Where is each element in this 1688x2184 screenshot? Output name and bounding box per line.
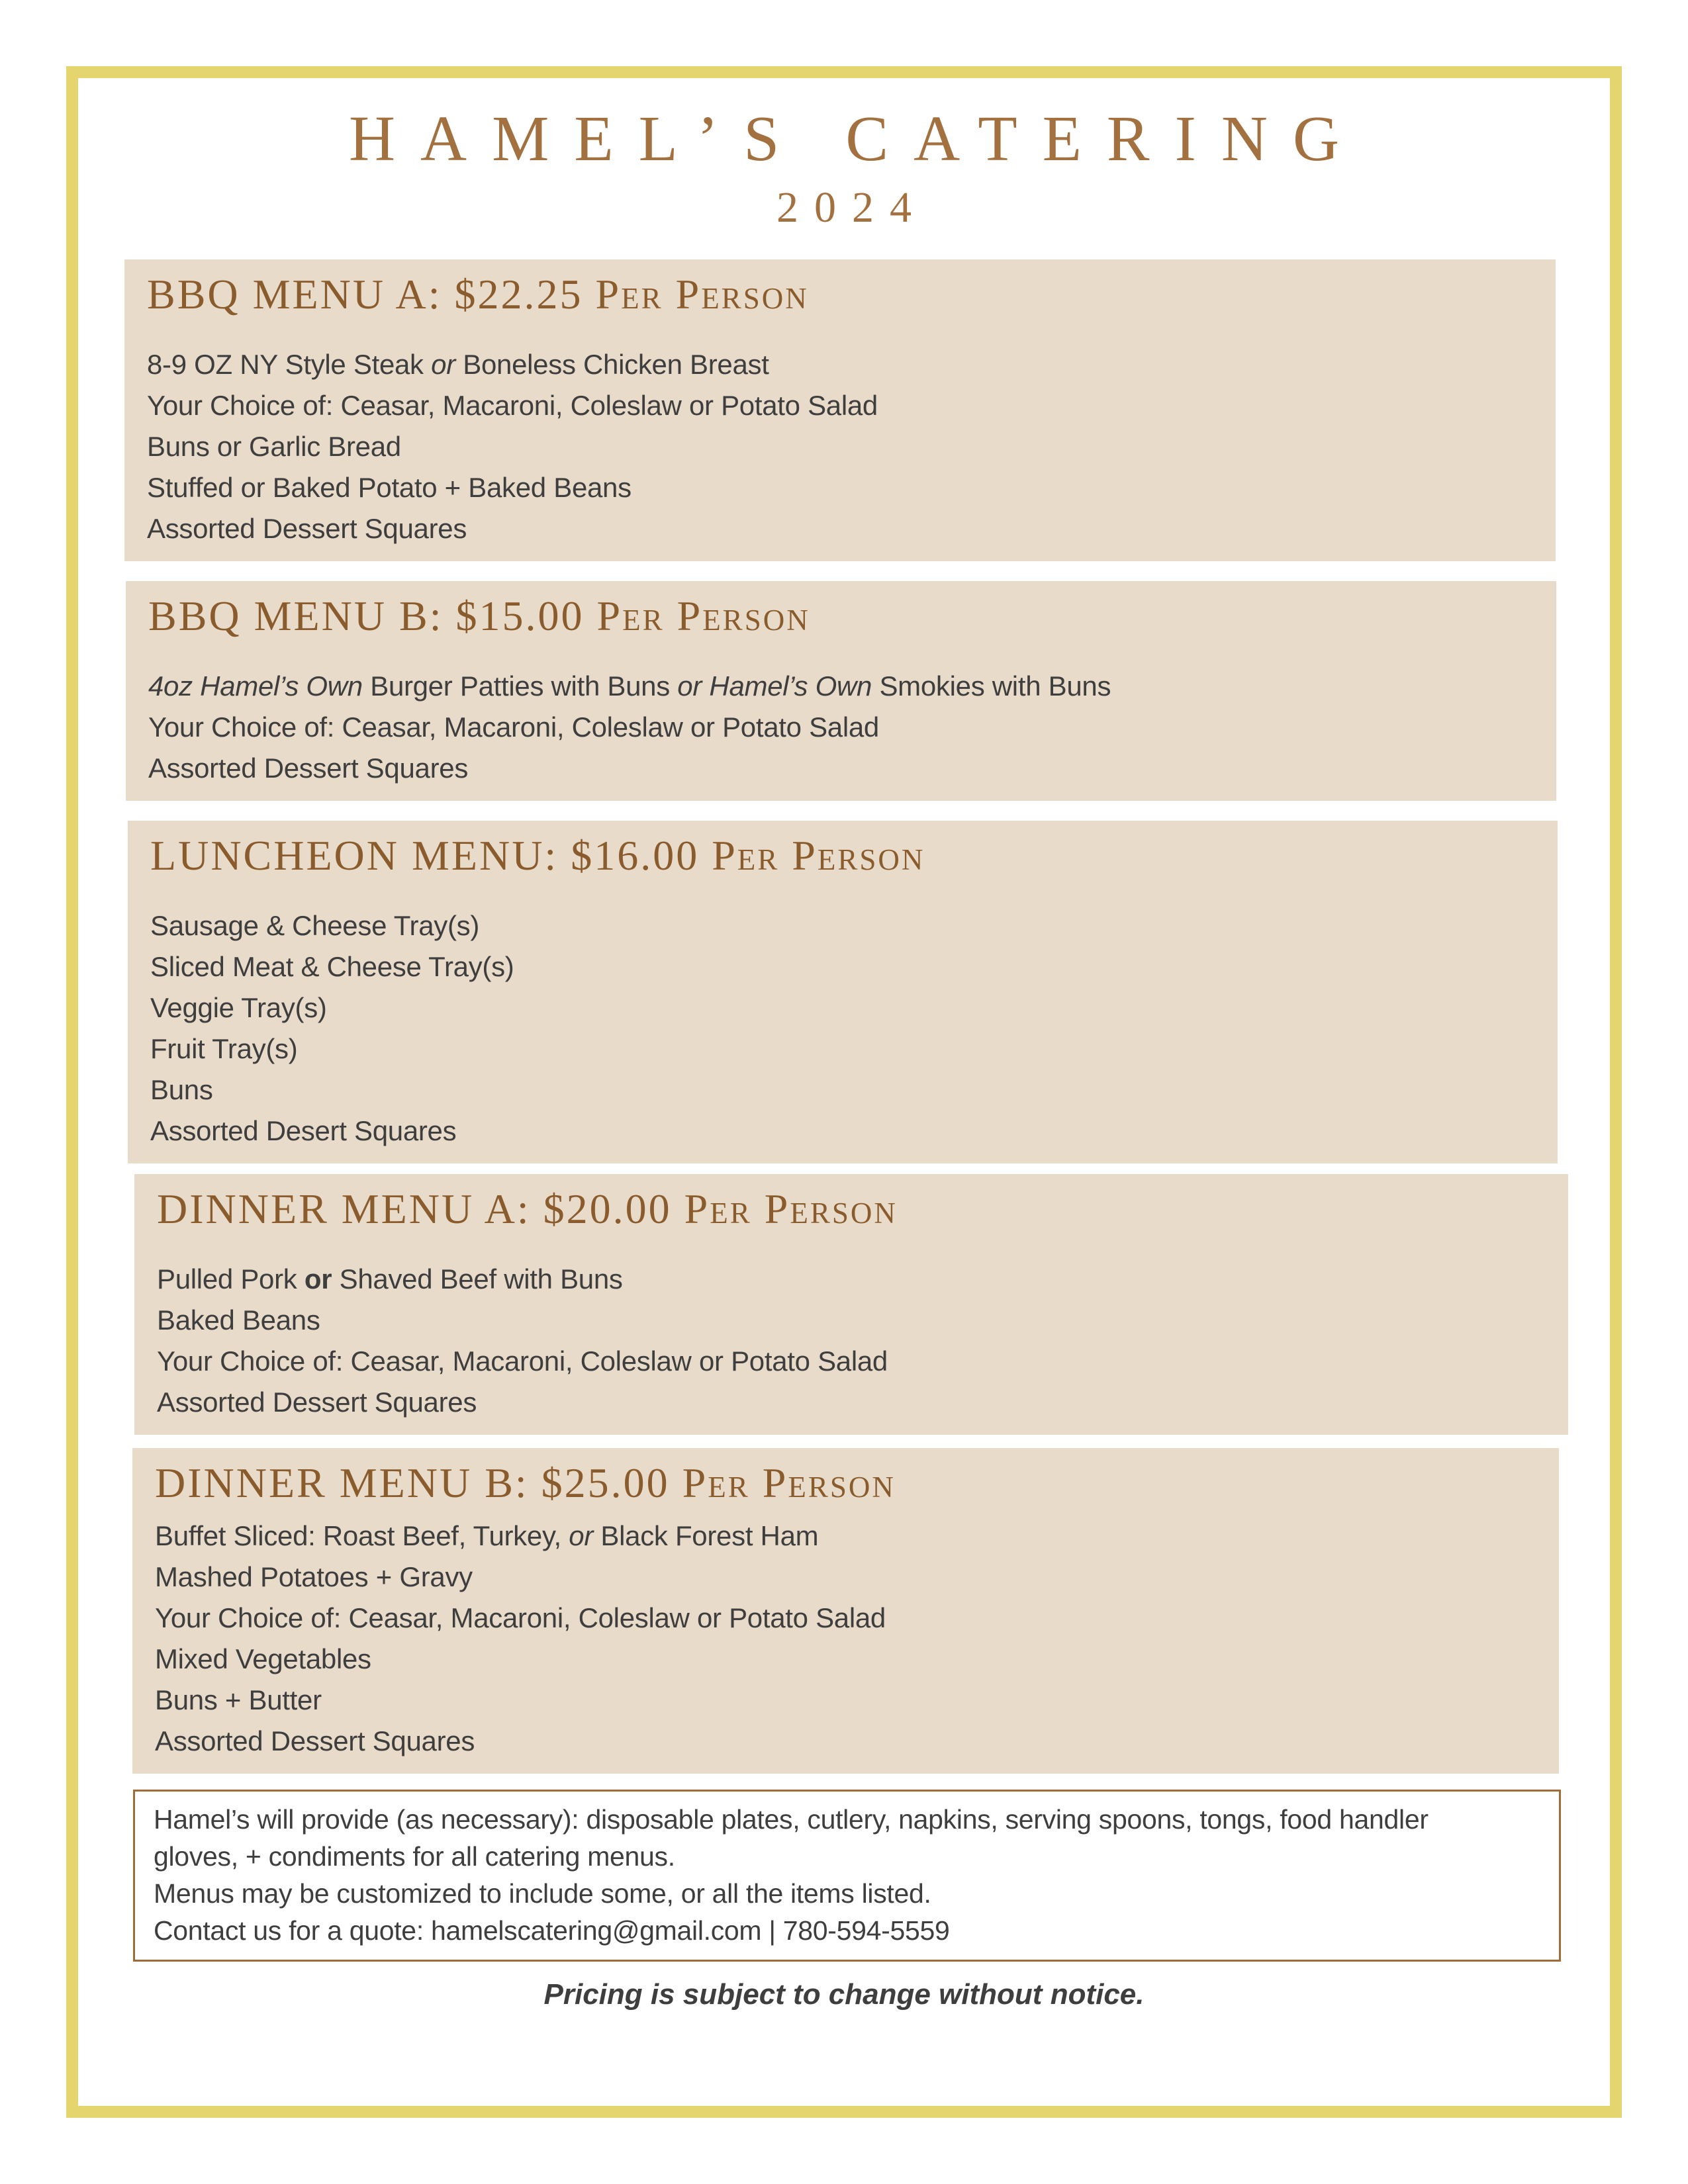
section-heading: DINNER MENU B: $25.00 Per Person [155,1459,896,1506]
menu-item: Buffet Sliced: Roast Beef, Turkey, or Black Forest Ham [155,1520,819,1551]
menu-item: Buns [150,1074,213,1105]
menu-item: Sausage & Cheese Tray(s) [150,910,480,941]
menu-item: Assorted Desert Squares [150,1115,457,1146]
menu-item: Assorted Dessert Squares [148,752,469,784]
menu-section-bbq-menu-a [124,259,1556,561]
page-year: 2024 [776,183,927,232]
menu-sections [0,259,1688,1774]
menu-item: Veggie Tray(s) [150,992,327,1023]
menu-section-luncheon-menu [128,821,1558,1163]
menu-item: Stuffed or Baked Potato + Baked Beans [147,472,632,503]
section-heading: BBQ MENU A: $22.25 Per Person [147,271,809,318]
info-line: Menus may be customized to include some, or all the items listed. [154,1878,931,1909]
menu-item: Your Choice of: Ceasar, Macaroni, Coleslaw or Potato Salad [148,711,879,743]
menu-item: Mixed Vegetables [155,1643,371,1674]
info-box [133,1790,1561,1962]
menu-item: 8-9 OZ NY Style Steak or Boneless Chicken Breast [147,349,769,380]
info-line: gloves, + condiments for all catering menus. [154,1841,675,1872]
menu-item: Assorted Dessert Squares [147,513,467,544]
menu-item-list [147,344,1537,549]
menu-item-list [157,1259,1550,1423]
menu-item: Pulled Pork or Shaved Beef with Buns [157,1263,623,1295]
menu-item: Your Choice of: Ceasar, Macaroni, Coleslaw or Potato Salad [155,1602,886,1633]
menu-item: Assorted Dessert Squares [155,1725,475,1756]
info-line: Hamel’s will provide (as necessary): disposable plates, cutlery, napkins, serving spoons, tongs, food handler [154,1804,1429,1835]
menu-item: Buns or Garlic Bread [147,431,401,462]
menu-section-dinner-menu-a [134,1174,1568,1435]
page-title: HAMEL’S CATERING [348,103,1365,174]
menu-item: Buns + Butter [155,1684,322,1715]
section-heading: DINNER MENU A: $20.00 Per Person [157,1185,898,1232]
menu-item: 4oz Hamel’s Own Burger Patties with Buns or Hamel’s Own Smokies with Buns [148,670,1111,702]
pricing-note: Pricing is subject to change without notice. [543,1978,1145,2011]
menu-item: Fruit Tray(s) [150,1033,298,1064]
menu-section-bbq-menu-b [126,581,1556,801]
menu-item: Baked Beans [157,1304,320,1336]
menu-item: Mashed Potatoes + Gravy [155,1561,473,1592]
menu-item-list [150,905,1539,1152]
contact-line: Contact us for a quote: hamelscatering@gmail.com | 780-594-5559 [154,1915,950,1946]
menu-section-dinner-menu-b [132,1448,1559,1774]
menu-item: Your Choice of: Ceasar, Macaroni, Coleslaw or Potato Salad [157,1345,888,1377]
menu-item: Sliced Meat & Cheese Tray(s) [150,951,514,982]
menu-item: Your Choice of: Ceasar, Macaroni, Coleslaw or Potato Salad [147,390,878,421]
section-heading: LUNCHEON MENU: $16.00 Per Person [150,832,925,879]
section-heading: BBQ MENU B: $15.00 Per Person [148,592,810,639]
menu-item-list [155,1516,1540,1762]
menu-item: Assorted Dessert Squares [157,1387,477,1418]
menu-item-list [148,666,1538,789]
